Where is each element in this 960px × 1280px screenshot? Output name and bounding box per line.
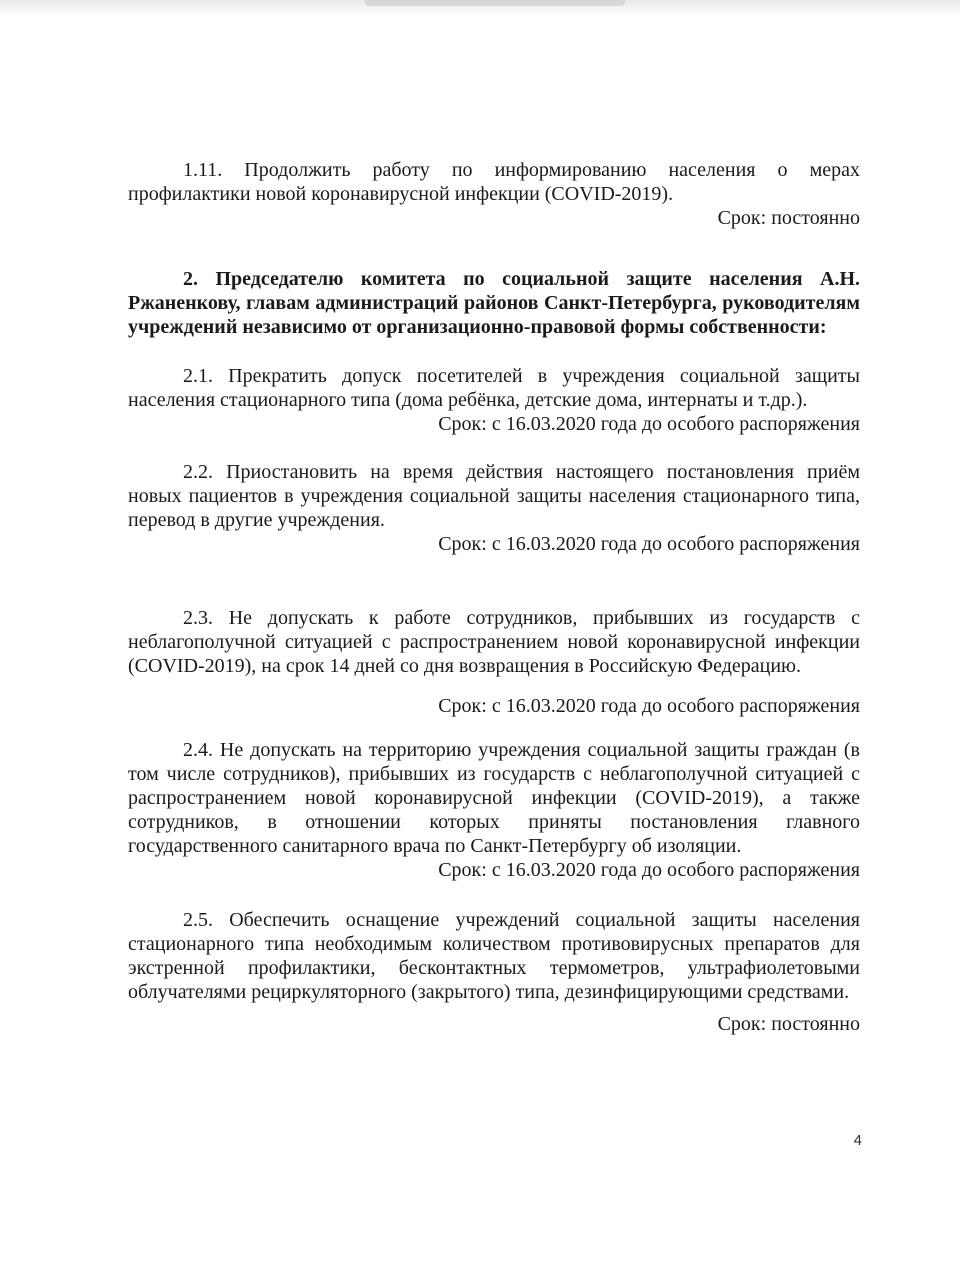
term-2-2: Срок: с 16.03.2020 года до особого распоряжения xyxy=(438,533,860,555)
paragraph-2-5: 2.5. Обеспечить оснащение учреждений социальной защиты населения стационарного типа необходимым количеством противовирусных препаратов для экстренной профилактики, бесконтактных термометров, ультрафиолетовыми облучателями рециркуляторного (закрытого) типа, дезинфицирующими средствами. xyxy=(128,909,860,1003)
paragraph-2-2: 2.2. Приостановить на время действия настоящего постановления приём новых пациентов в учреждения социальной защиты населения стационарного типа, перевод в другие учреждения. xyxy=(128,461,860,531)
scan-artifact xyxy=(365,0,625,6)
term-2-3: Срок: с 16.03.2020 года до особого распоряжения xyxy=(438,695,860,717)
term-2-1: Срок: с 16.03.2020 года до особого распоряжения xyxy=(438,413,860,435)
page-number: 4 xyxy=(853,1132,862,1149)
term-2-4: Срок: с 16.03.2020 года до особого распоряжения xyxy=(438,859,860,881)
paragraph-1-11: 1.11. Продолжить работу по информированию населения о мерах профилактики новой коронавирусной инфекции (COVID-2019). xyxy=(128,159,860,205)
term-1-11: Срок: постоянно xyxy=(717,207,860,229)
paragraph-2-1: 2.1. Прекратить допуск посетителей в учреждения социальной защиты населения стационарного типа (дома ребёнка, детские дома, интернаты и т.др.). xyxy=(128,365,860,411)
section-2-heading: 2. Председателю комитета по социальной защите населения А.Н. Ржаненкову, главам администраций районов Санкт-Петербурга, руководителям учреждений независимо от организационно-правовой формы собственности: xyxy=(128,268,860,338)
paragraph-2-3: 2.3. Не допускать к работе сотрудников, прибывших из государств с неблагополучной ситуацией с распространением новой коронавирусной инфекции (COVID-2019), на срок 14 дней со дня возвращения в Российскую Федерацию. xyxy=(128,607,860,677)
document-body xyxy=(128,158,860,1036)
paragraph-2-4: 2.4. Не допускать на территорию учреждения социальной защиты граждан (в том числе сотрудников), прибывших из государств с неблагополучной ситуацией с распространением новой коронавирусной инфекции (COVID-2019), а также сотрудников, в отношении которых приняты постановления главного государственного санитарного врача по Санкт-Петербургу об изоляции. xyxy=(128,739,860,857)
term-2-5: Срок: постоянно xyxy=(717,1013,860,1035)
